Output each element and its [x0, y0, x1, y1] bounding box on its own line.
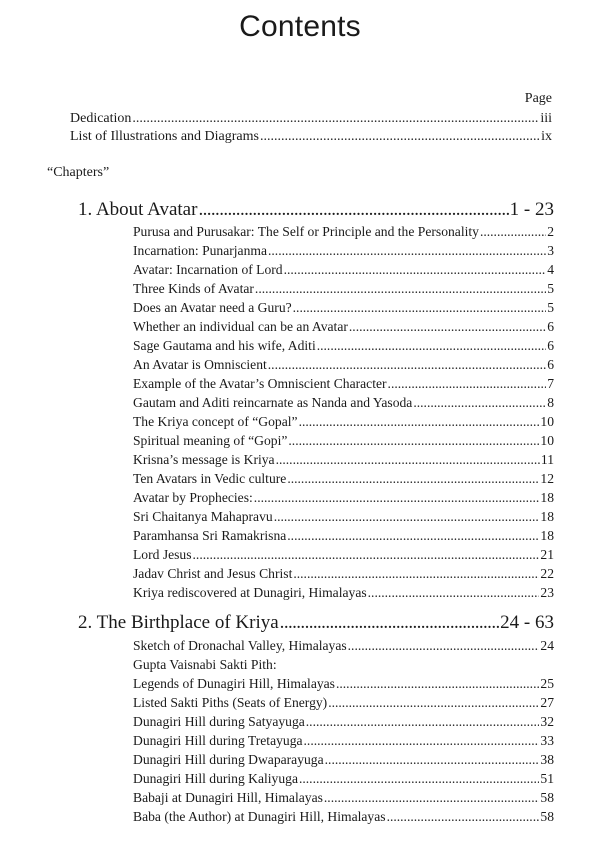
toc-entry[interactable]	[133, 657, 554, 673]
chapter-pages: 1 - 23	[509, 199, 554, 220]
dot-leader	[132, 111, 539, 127]
entry-page: 4	[547, 262, 554, 277]
entry-title: Sketch of Dronachal Valley, Himalayas	[133, 638, 347, 653]
toc-entry[interactable]	[133, 752, 554, 768]
entry-title: Babaji at Dunagiri Hill, Himalayas	[133, 790, 323, 805]
toc-entry[interactable]	[133, 585, 554, 601]
entry-title: Whether an individual can be an Avatar	[133, 319, 348, 334]
entry-page: 6	[547, 319, 554, 334]
entry-page: 38	[540, 752, 554, 767]
entry-page: 18	[540, 509, 554, 524]
entry-page: ix	[541, 129, 552, 144]
chapters-label: “Chapters”	[47, 165, 110, 180]
entry-title: Avatar by Prophecies:	[133, 490, 253, 505]
chapter-heading[interactable]	[78, 199, 554, 221]
toc-entry[interactable]	[133, 790, 554, 806]
entry-title: Ten Avatars in Vedic culture	[133, 471, 287, 486]
toc-entry[interactable]	[133, 262, 554, 278]
toc-entry[interactable]	[133, 433, 554, 449]
entry-page: 24	[540, 638, 554, 653]
dot-leader	[349, 319, 546, 335]
toc-entry[interactable]	[133, 547, 554, 563]
dot-leader	[348, 638, 540, 654]
toc-entry[interactable]	[133, 695, 554, 711]
entry-page: 18	[540, 490, 554, 505]
toc-entry[interactable]	[133, 243, 554, 259]
dot-leader	[293, 300, 547, 316]
entry-title: Gautam and Aditi reincarnate as Nanda and Yasoda	[133, 395, 413, 410]
entry-title: Dunagiri Hill during Tretayuga	[133, 733, 303, 748]
dot-leader	[280, 612, 500, 634]
entry-title: Purusa and Purusakar: The Self or Principle and the Personality	[133, 224, 479, 239]
entry-page: 5	[547, 281, 554, 296]
entry-title: Gupta Vaisnabi Sakti Pith:	[133, 657, 277, 672]
entry-title: Jadav Christ and Jesus Christ	[133, 566, 293, 581]
dot-leader	[336, 676, 539, 692]
toc-entry[interactable]	[133, 224, 554, 240]
toc-entry[interactable]	[133, 471, 554, 487]
toc-entry[interactable]	[133, 676, 554, 692]
dot-leader	[388, 376, 547, 392]
toc-entry[interactable]	[133, 771, 554, 787]
dot-leader	[325, 752, 540, 768]
entry-title: Does an Avatar need a Guru?	[133, 300, 292, 315]
dot-leader	[480, 224, 546, 240]
toc-entry[interactable]	[133, 452, 554, 468]
front-matter-item[interactable]	[70, 129, 552, 145]
entry-page: 25	[540, 676, 554, 691]
entry-page: 11	[540, 452, 554, 467]
entry-page: 12	[540, 471, 554, 486]
toc-entry[interactable]	[133, 357, 554, 373]
chapter-heading[interactable]	[78, 612, 554, 634]
entry-page: 18	[540, 528, 554, 543]
toc-entry[interactable]	[133, 528, 554, 544]
dot-leader	[276, 452, 540, 468]
toc-entry[interactable]	[133, 809, 554, 825]
entry-title: Incarnation: Punarjanma	[133, 243, 267, 258]
entry-title: Listed Sakti Piths (Seats of Energy)	[133, 695, 328, 710]
entry-title: Avatar: Incarnation of Lord	[133, 262, 283, 277]
dot-leader	[368, 585, 540, 601]
entry-title: Example of the Avatar’s Omniscient Character	[133, 376, 387, 391]
entry-title: Kriya rediscovered at Dunagiri, Himalayas	[133, 585, 367, 600]
dot-leader	[387, 809, 540, 825]
entry-page: 22	[540, 566, 554, 581]
dot-leader	[260, 129, 540, 145]
entry-page: 23	[540, 585, 554, 600]
entry-title: Sri Chaitanya Mahapravu	[133, 509, 273, 524]
toc-entry[interactable]	[133, 376, 554, 392]
toc-entry[interactable]	[133, 490, 554, 506]
entry-page: 21	[540, 547, 554, 562]
dot-leader	[198, 199, 508, 221]
entry-page: iii	[540, 111, 552, 126]
toc-entry[interactable]	[133, 638, 554, 654]
dot-leader	[299, 771, 539, 787]
entry-page: 33	[540, 733, 554, 748]
entry-title: An Avatar is Omniscient	[133, 357, 267, 372]
entry-page: 5	[547, 300, 554, 315]
dot-leader	[287, 528, 539, 544]
dot-leader	[268, 357, 546, 373]
toc-entry[interactable]	[133, 338, 554, 354]
entry-title: Legends of Dunagiri Hill, Himalayas	[133, 676, 335, 691]
entry-page: 3	[547, 243, 554, 258]
dot-leader	[254, 490, 540, 506]
toc-entry[interactable]	[133, 281, 554, 297]
entry-title: Dunagiri Hill during Satyayuga	[133, 714, 305, 729]
toc-entry[interactable]	[133, 509, 554, 525]
dot-leader	[284, 262, 547, 278]
dot-leader	[306, 714, 540, 730]
toc-entry[interactable]	[133, 566, 554, 582]
toc-entry[interactable]	[133, 414, 554, 430]
dot-leader	[274, 509, 540, 525]
entry-page: 6	[547, 338, 554, 353]
dot-leader	[299, 414, 540, 430]
dot-leader	[193, 547, 540, 563]
entry-title: Lord Jesus	[133, 547, 192, 562]
chapter-title: 2. The Birthplace of Kriya	[78, 612, 279, 633]
entry-page: 27	[540, 695, 554, 710]
entry-page: 10	[540, 414, 554, 429]
dot-leader	[287, 471, 539, 487]
front-matter-item[interactable]	[70, 111, 552, 127]
entry-page: 8	[547, 395, 554, 410]
entry-title: List of Illustrations and Diagrams	[70, 129, 259, 144]
entry-title: Three Kinds of Avatar	[133, 281, 254, 296]
entry-page: 32	[540, 714, 554, 729]
dot-leader	[304, 733, 540, 749]
entry-page: 51	[540, 771, 554, 786]
entry-title: Baba (the Author) at Dunagiri Hill, Himalayas	[133, 809, 386, 824]
dot-leader	[413, 395, 546, 411]
toc-entry[interactable]	[133, 395, 554, 411]
page-column-label: Page	[524, 91, 552, 106]
toc-entry[interactable]	[133, 714, 554, 730]
entry-title: Spiritual meaning of “Gopi”	[133, 433, 288, 448]
toc-entry[interactable]	[133, 319, 554, 335]
dot-leader	[328, 695, 539, 711]
chapter-pages: 24 - 63	[500, 612, 554, 633]
entry-title: Krisna’s message is Kriya	[133, 452, 275, 467]
dot-leader	[268, 243, 546, 259]
entry-page: 2	[547, 224, 554, 239]
entry-title: Dedication	[70, 111, 132, 126]
dot-leader	[293, 566, 539, 582]
entry-title: Paramhansa Sri Ramakrisna	[133, 528, 287, 543]
contents-title: Contents	[239, 10, 361, 43]
dot-leader	[288, 433, 539, 449]
dot-leader	[255, 281, 546, 297]
entry-title: The Kriya concept of “Gopal”	[133, 414, 298, 429]
entry-page: 10	[540, 433, 554, 448]
entry-title: Sage Gautama and his wife, Aditi	[133, 338, 316, 353]
dot-leader	[324, 790, 540, 806]
toc-entry[interactable]	[133, 300, 554, 316]
toc-entry[interactable]	[133, 733, 554, 749]
entry-title: Dunagiri Hill during Dwaparayuga	[133, 752, 324, 767]
entry-page: 58	[540, 790, 554, 805]
entry-page: 58	[540, 809, 554, 824]
entry-page: 7	[547, 376, 554, 391]
entry-title: Dunagiri Hill during Kaliyuga	[133, 771, 298, 786]
dot-leader	[317, 338, 546, 354]
entry-page: 6	[547, 357, 554, 372]
chapter-title: 1. About Avatar	[78, 199, 198, 220]
